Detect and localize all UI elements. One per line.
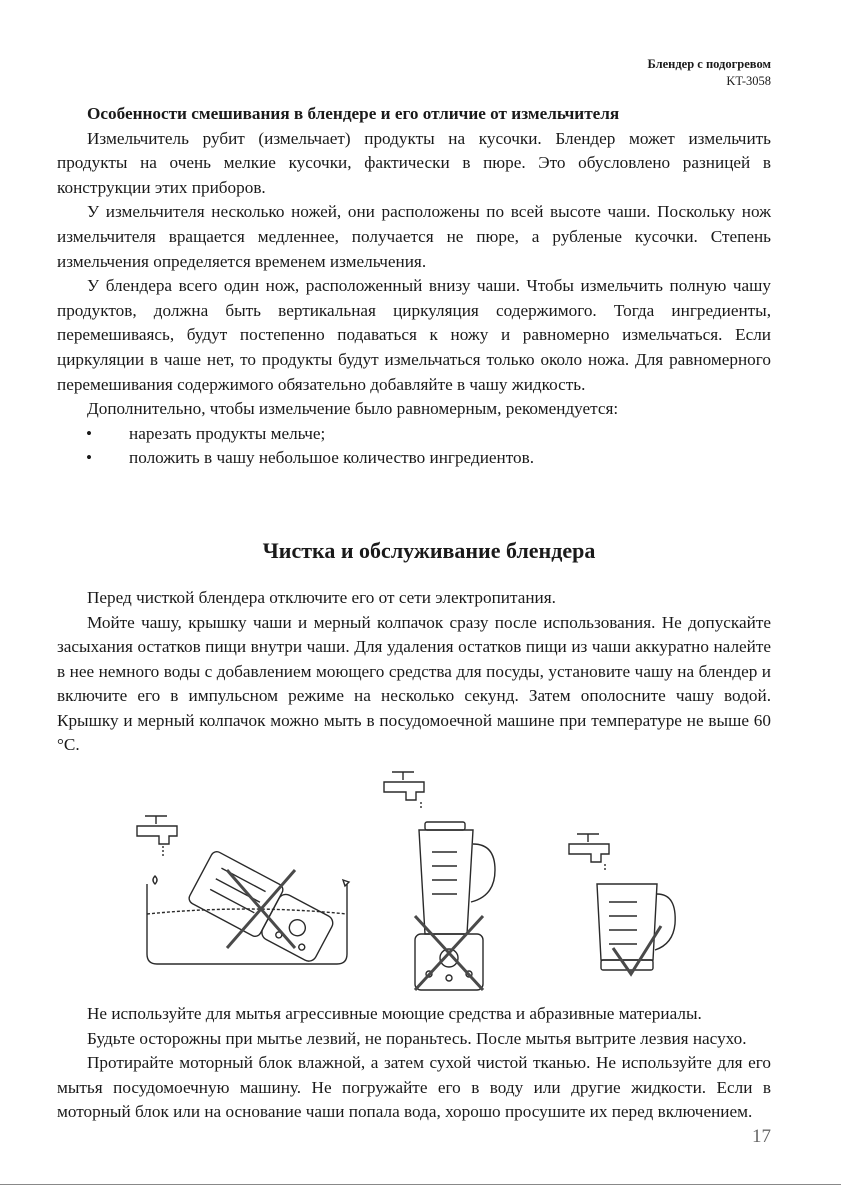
cleaning-illustration-svg: [57, 764, 771, 996]
paragraph: Будьте осторожны при мытье лезвий, не пораньтесь. После мытья вытрите лезвия насухо.: [87, 1028, 747, 1048]
water-drop-icon: [343, 880, 349, 886]
section-heading: Особенности смешивания в блендере и его отличие от измельчителя: [87, 104, 620, 123]
paragraph: Не используйте для мытья агрессивные моющие средства и абразивные материалы.: [87, 1004, 702, 1024]
blender-upright-icon: [415, 822, 495, 990]
panel-jug-under-tap: [569, 834, 675, 974]
water-drop-icon: [153, 876, 157, 884]
list-item: • положить в чашу небольшое количество ингредиентов.: [57, 446, 771, 471]
paragraph: Протирайте моторный блок влажной, а затем сухой чистой тканью. Не используйте для его мытья посудомоечную машину. Не погружайте его в воду или другие жидкости. Если в моторный блок или на основание чаши попала вода, хорошо просушите их перед включением.: [57, 1053, 771, 1122]
paragraph: Измельчитель рубит (измельчает) продукты на кусочки. Блендер может измельчить продукты на очень мелкие кусочки, фактически в пюре. Это обусловлено разницей в конструкции этих приборов.: [57, 128, 771, 197]
paragraph: Мойте чашу, крышку чаши и мерный колпачок сразу после использования. Не допускайте засыхания остатков пищи внутри чаши. Для удаления остатков пищи из чаши аккуратно налейте в нее немного воды с добавлением моющего средства для посуды, установите чашу на блендер и включите его в импульсном режиме на несколько секунд. Затем ополосните чашу водой. Крышку и мерный колпачок можно мыть в посудомоечной машине при температуре не выше 60 °C.: [57, 612, 771, 755]
header-product: Блендер с подогревом: [647, 57, 771, 71]
cleaning-illustration: [57, 764, 771, 996]
water-tap-icon: [137, 816, 177, 856]
paragraph: Дополнительно, чтобы измельчение было равномерным, рекомендуется:: [87, 399, 619, 419]
prohibited-cross-icon: [415, 916, 483, 990]
paragraph: У блендера всего один нож, расположенный внизу чаши. Чтобы измельчить полную чашу продуктов, должна быть вертикальная циркуляция содержимого. Тогда ингредиенты, перемешиваясь, будут постепенно подаваться к ножу и равномерно измельчаться. Если циркуляции в чаше нет, то продукты будут измельчаться только около ножа. Для равномерного перемешивания содержимого обязательно добавляйте в чашу жидкость.: [57, 276, 771, 394]
bottom-rule: [0, 1184, 841, 1185]
jug-icon: [597, 884, 675, 970]
water-tap-icon: [569, 834, 609, 872]
page-content: [57, 102, 771, 1125]
section-title: Чистка и обслуживание блендера: [262, 537, 596, 563]
bullet-icon: •: [86, 448, 93, 468]
water-tap-icon: [384, 772, 424, 810]
page-header: [647, 56, 771, 90]
panel-motor-under-tap: [384, 772, 495, 990]
bullet-icon: •: [86, 423, 93, 443]
panel-motor-in-water: [137, 816, 349, 967]
paragraph: У измельчителя несколько ножей, они расположены по всей высоте чаши. Поскольку нож измельчителя вращается медленнее, получается не пюре, а рубленые кусочки. Степень измельчения определяется временем измельчения.: [57, 202, 771, 271]
header-model: KT-3058: [726, 74, 771, 88]
paragraph: Перед чисткой блендера отключите его от сети электропитания.: [87, 587, 556, 607]
list-item: • нарезать продукты мельче;: [57, 422, 771, 447]
page-number: 17: [752, 1126, 771, 1147]
recommendation-list: [57, 422, 771, 471]
